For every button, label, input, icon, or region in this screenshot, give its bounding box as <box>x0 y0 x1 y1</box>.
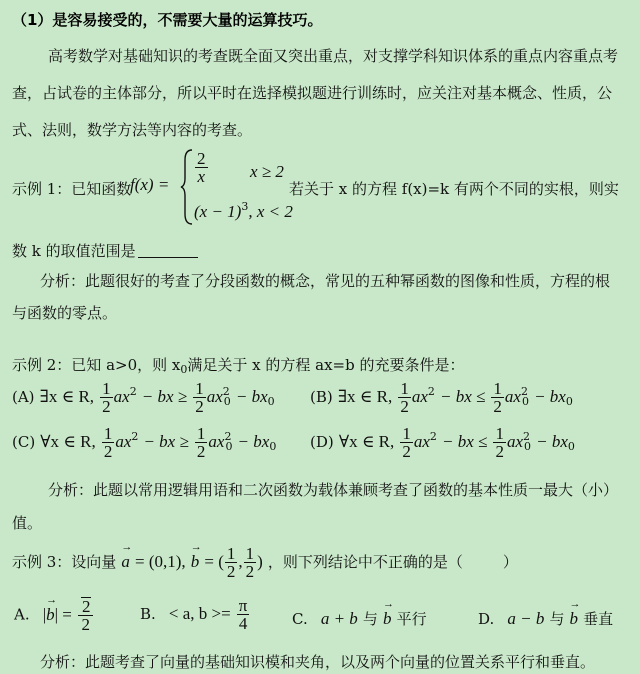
answer-blank <box>138 243 198 258</box>
example-1-label: 示例 1：已知函数 <box>12 180 132 198</box>
function-name: f(x) = <box>130 175 170 194</box>
intro-line-2: 查，占试卷的主体部分，所以平时在选择模拟题进行训练时，应关注对基本概念、性质，公 <box>12 84 613 102</box>
piecewise-brace <box>180 148 194 226</box>
section-heading: （1）是容易接受的，不需要大量的运算技巧。 <box>12 11 323 29</box>
piecewise-case-1 <box>194 150 209 185</box>
example-3-prompt: 示例 3：设向量 → a = (0,1), → b = ( $\frac{1}{2}$ , $\frac{1}{2}$ ) ，则下列结论中不正确的是（ ） <box>12 545 518 580</box>
ex3-option-d: D. a − b 与 → b 垂直 <box>478 608 613 629</box>
example-2-analysis-line-2: 值。 <box>12 514 43 532</box>
example-1-continued: 若关于 x 的方程 f(x)=k 有两个不同的实根，则实 <box>289 180 619 198</box>
example-1-analysis-line-2: 与函数的零点。 <box>12 304 118 322</box>
option-a: (A) ∃x ∈ R, $\frac{1}{2}$ $ax^2$ − bx ≥ $\frac{1}{2}$ $ax^2_0 - bx_0$ <box>12 379 275 416</box>
case-1-condition: x ≥ 2 <box>250 162 284 181</box>
fraction-2-over-x: $\frac{2}{x}$ <box>197 149 206 186</box>
example-2-analysis-line-1: 分析：此题以常用逻辑用语和二次函数为载体兼顾考查了函数的基本性质一最大（小） <box>48 481 619 499</box>
ex3-option-c: C. a + b 与 → b 平行 <box>292 608 427 629</box>
example-1-analysis-line-1: 分析：此题很好的考查了分段函数的概念，常见的五种幂函数的图像和性质，方程的根 <box>40 272 611 290</box>
intro-line-1: 高考数学对基础知识的考查既全面又突出重点，对支撑学科知识体系的重点内容重点考 <box>48 47 619 65</box>
example-3-analysis: 分析：此题考查了向量的基础知识模和夹角，以及两个向量的位置关系平行和垂直。 <box>40 653 596 671</box>
option-c: (C) ∀x ∈ R, $\frac{1}{2}$ $ax^2$ − bx ≥ $\frac{1}{2}$ $ax^2_0 - bx_0$ <box>12 424 277 461</box>
example-1-line-2: 数 k 的取值范围是 <box>12 240 198 261</box>
ex3-option-a: A. |→ b| = $\frac{2}{2}$ <box>14 597 94 633</box>
example-2-prompt: 示例 2：已知 a>0，则 $x_0$满足关于 x 的方程 ax=b 的充要条件是： <box>12 356 465 376</box>
option-d: (D) ∀x ∈ R, $\frac{1}{2}$ $ax^2$ − bx ≤ $\frac{1}{2}$ $ax^2_0 - bx_0$ <box>310 424 575 461</box>
option-b: (B) ∃x ∈ R, $\frac{1}{2}$ $ax^2$ − bx ≤ $\frac{1}{2}$ $ax^2_0 - bx_0$ <box>310 379 573 416</box>
intro-line-3: 式、法则，数学方法等内容的考查。 <box>12 121 253 139</box>
piecewise-case-2: $(x - 1)^3$, x < 2 <box>194 200 293 221</box>
ex3-option-b: B. < a, b >= $\frac{\pi}{4}$ <box>140 596 248 633</box>
